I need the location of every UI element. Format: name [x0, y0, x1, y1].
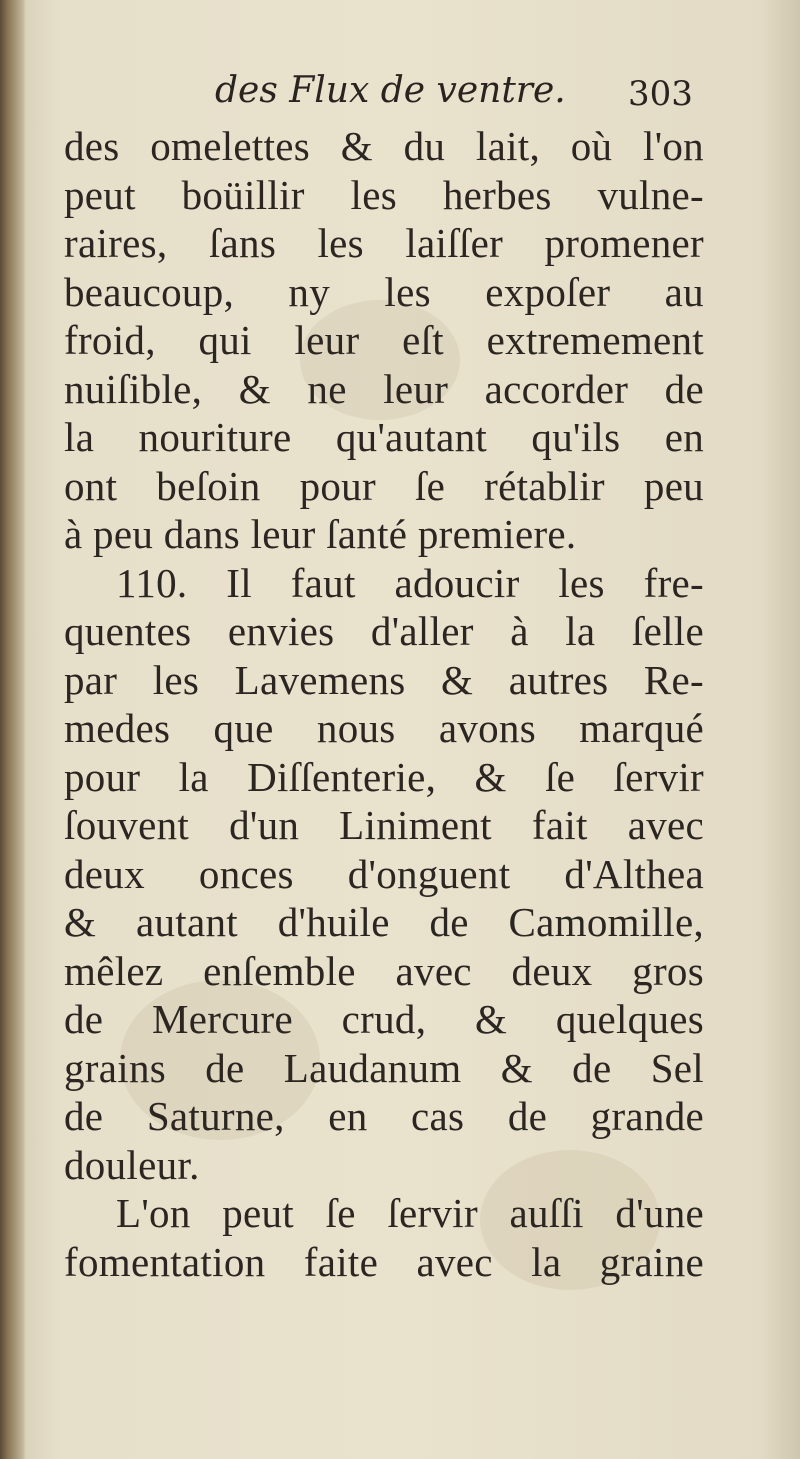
text-line: des omelettes & du lait, où l'on — [64, 123, 704, 169]
text-line: nuiſible, & ne leur accorder de — [64, 365, 704, 412]
text-line: de Saturne, en cas de grande — [64, 1093, 704, 1139]
text-line: quentes envies d'aller à la ſelle — [64, 608, 704, 654]
bottom-margin — [0, 1400, 800, 1459]
text-line: mêlez enſemble avec deux gros — [64, 947, 704, 994]
text-line: par les Lavemens & autres Re- — [64, 656, 704, 703]
text-line: douleur. — [64, 1141, 200, 1188]
text-line: ſouvent d'un Liniment fait avec — [64, 802, 704, 848]
text-line: la nouriture qu'autant qu'ils en — [64, 414, 704, 460]
text-line: medes que nous avons marqué — [64, 705, 704, 751]
text-line: beaucoup, ny les expoſer au — [64, 268, 704, 315]
page-header — [0, 70, 800, 120]
paragraph-first-line: L'on peut ſe ſervir auſſi d'une — [116, 1190, 704, 1236]
text-line: fomentation faite avec la graine — [64, 1238, 704, 1285]
text-line: raires, ſans les laiſſer promener — [64, 220, 704, 266]
text-line: grains de Laudanum & de Sel — [64, 1044, 704, 1091]
text-line: froid, qui leur eſt extremement — [64, 317, 704, 363]
text-line: deux onces d'onguent d'Althea — [64, 850, 704, 897]
binding-gutter — [0, 0, 26, 1459]
paragraph-first-line: 110. Il faut adoucir les fre- — [116, 559, 704, 606]
text-line: peut boüillir les herbes vulne- — [64, 171, 704, 218]
text-line: pour la Diſſenterie, & ſe ſervir — [64, 753, 704, 800]
text-line: ont beſoin pour ſe rétablir peu — [64, 462, 704, 509]
text-line: de Mercure crud, & quelques — [64, 996, 704, 1042]
text-line: & autant d'huile de Camomille, — [64, 899, 704, 945]
text-line: à peu dans leur ſanté premiere. — [64, 511, 577, 557]
page-number: 303 — [628, 74, 693, 114]
body-text — [64, 122, 704, 1286]
running-head: des Flux de ventre. — [215, 70, 566, 111]
